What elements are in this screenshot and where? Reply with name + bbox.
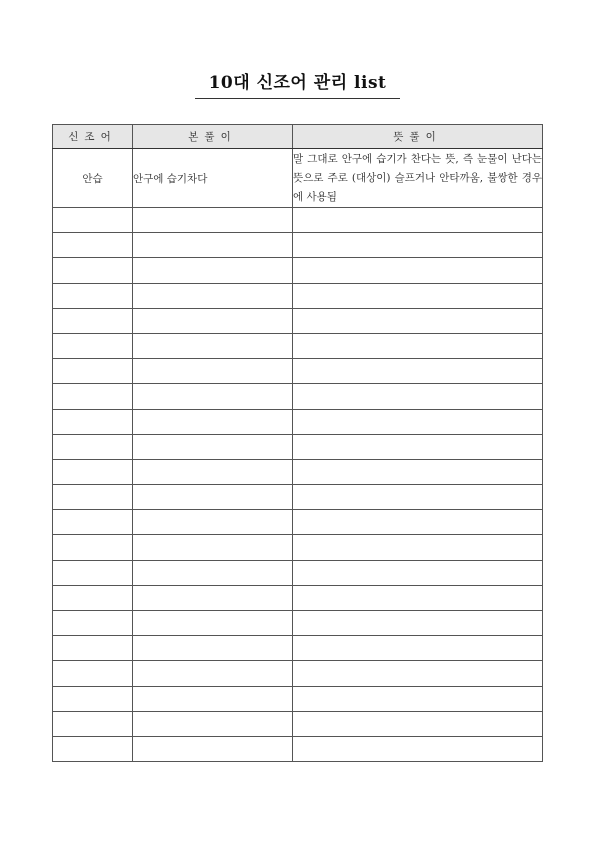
empty-meaning-cell [293,384,543,409]
empty-word-cell [53,333,133,358]
empty-literal-cell [133,611,293,636]
empty-literal-cell [133,308,293,333]
empty-table-row [53,208,543,233]
empty-meaning-cell [293,510,543,535]
empty-literal-cell [133,661,293,686]
empty-meaning-cell [293,459,543,484]
meaning-cell: 말 그대로 안구에 습기가 찬다는 뜻, 즉 눈물이 난다는 뜻으로 주로 (대상이) 슬프거나 안타까움, 불쌍한 경우에 사용됨 [293,149,543,208]
empty-word-cell [53,233,133,258]
empty-meaning-cell [293,308,543,333]
empty-table-row [53,686,543,711]
empty-word-cell [53,485,133,510]
empty-table-row [53,283,543,308]
empty-literal-cell [133,510,293,535]
empty-word-cell [53,258,133,283]
empty-table-row [53,485,543,510]
empty-meaning-cell [293,636,543,661]
empty-word-cell [53,585,133,610]
empty-literal-cell [133,283,293,308]
empty-word-cell [53,560,133,585]
empty-word-cell [53,686,133,711]
empty-meaning-cell [293,585,543,610]
empty-table-row [53,409,543,434]
empty-meaning-cell [293,333,543,358]
empty-table-row [53,711,543,736]
empty-word-cell [53,661,133,686]
table-header-row [53,125,543,149]
empty-table-row [53,333,543,358]
empty-meaning-cell [293,434,543,459]
empty-literal-cell [133,333,293,358]
empty-literal-cell [133,233,293,258]
empty-word-cell [53,409,133,434]
empty-table-row [53,611,543,636]
empty-meaning-cell [293,560,543,585]
empty-literal-cell [133,359,293,384]
header-literal: 본풀이 [133,125,293,149]
literal-cell: 안구에 습기차다 [133,149,293,208]
empty-word-cell [53,434,133,459]
empty-literal-cell [133,560,293,585]
empty-word-cell [53,208,133,233]
empty-meaning-cell [293,686,543,711]
header-word: 신조어 [53,125,133,149]
empty-word-cell [53,459,133,484]
empty-word-cell [53,510,133,535]
empty-meaning-cell [293,661,543,686]
empty-word-cell [53,535,133,560]
empty-meaning-cell [293,711,543,736]
empty-table-row [53,636,543,661]
page-title: 10대 신조어 관리 list [195,68,401,99]
empty-word-cell [53,736,133,761]
empty-table-row [53,308,543,333]
empty-table-row [53,258,543,283]
empty-literal-cell [133,585,293,610]
empty-word-cell [53,611,133,636]
empty-meaning-cell [293,736,543,761]
empty-word-cell [53,384,133,409]
empty-literal-cell [133,686,293,711]
empty-table-row [53,233,543,258]
table-row [53,149,543,208]
empty-meaning-cell [293,535,543,560]
empty-table-row [53,736,543,761]
empty-literal-cell [133,535,293,560]
empty-meaning-cell [293,485,543,510]
empty-meaning-cell [293,611,543,636]
empty-literal-cell [133,208,293,233]
empty-word-cell [53,283,133,308]
empty-table-row [53,560,543,585]
empty-word-cell [53,711,133,736]
empty-literal-cell [133,485,293,510]
empty-word-cell [53,308,133,333]
title-container [0,68,595,99]
empty-literal-cell [133,434,293,459]
empty-literal-cell [133,711,293,736]
empty-meaning-cell [293,258,543,283]
empty-word-cell [53,359,133,384]
empty-table-row [53,510,543,535]
empty-table-row [53,585,543,610]
empty-literal-cell [133,258,293,283]
empty-meaning-cell [293,409,543,434]
empty-table-row [53,434,543,459]
empty-literal-cell [133,384,293,409]
empty-meaning-cell [293,359,543,384]
header-meaning: 뜻풀이 [293,125,543,149]
empty-table-row [53,384,543,409]
word-cell: 안습 [53,149,133,208]
empty-table-row [53,359,543,384]
empty-literal-cell [133,459,293,484]
neologism-table [52,124,543,762]
empty-table-row [53,535,543,560]
empty-table-row [53,459,543,484]
empty-word-cell [53,636,133,661]
empty-table-row [53,661,543,686]
empty-meaning-cell [293,233,543,258]
empty-literal-cell [133,409,293,434]
empty-meaning-cell [293,283,543,308]
empty-literal-cell [133,736,293,761]
empty-literal-cell [133,636,293,661]
empty-meaning-cell [293,208,543,233]
